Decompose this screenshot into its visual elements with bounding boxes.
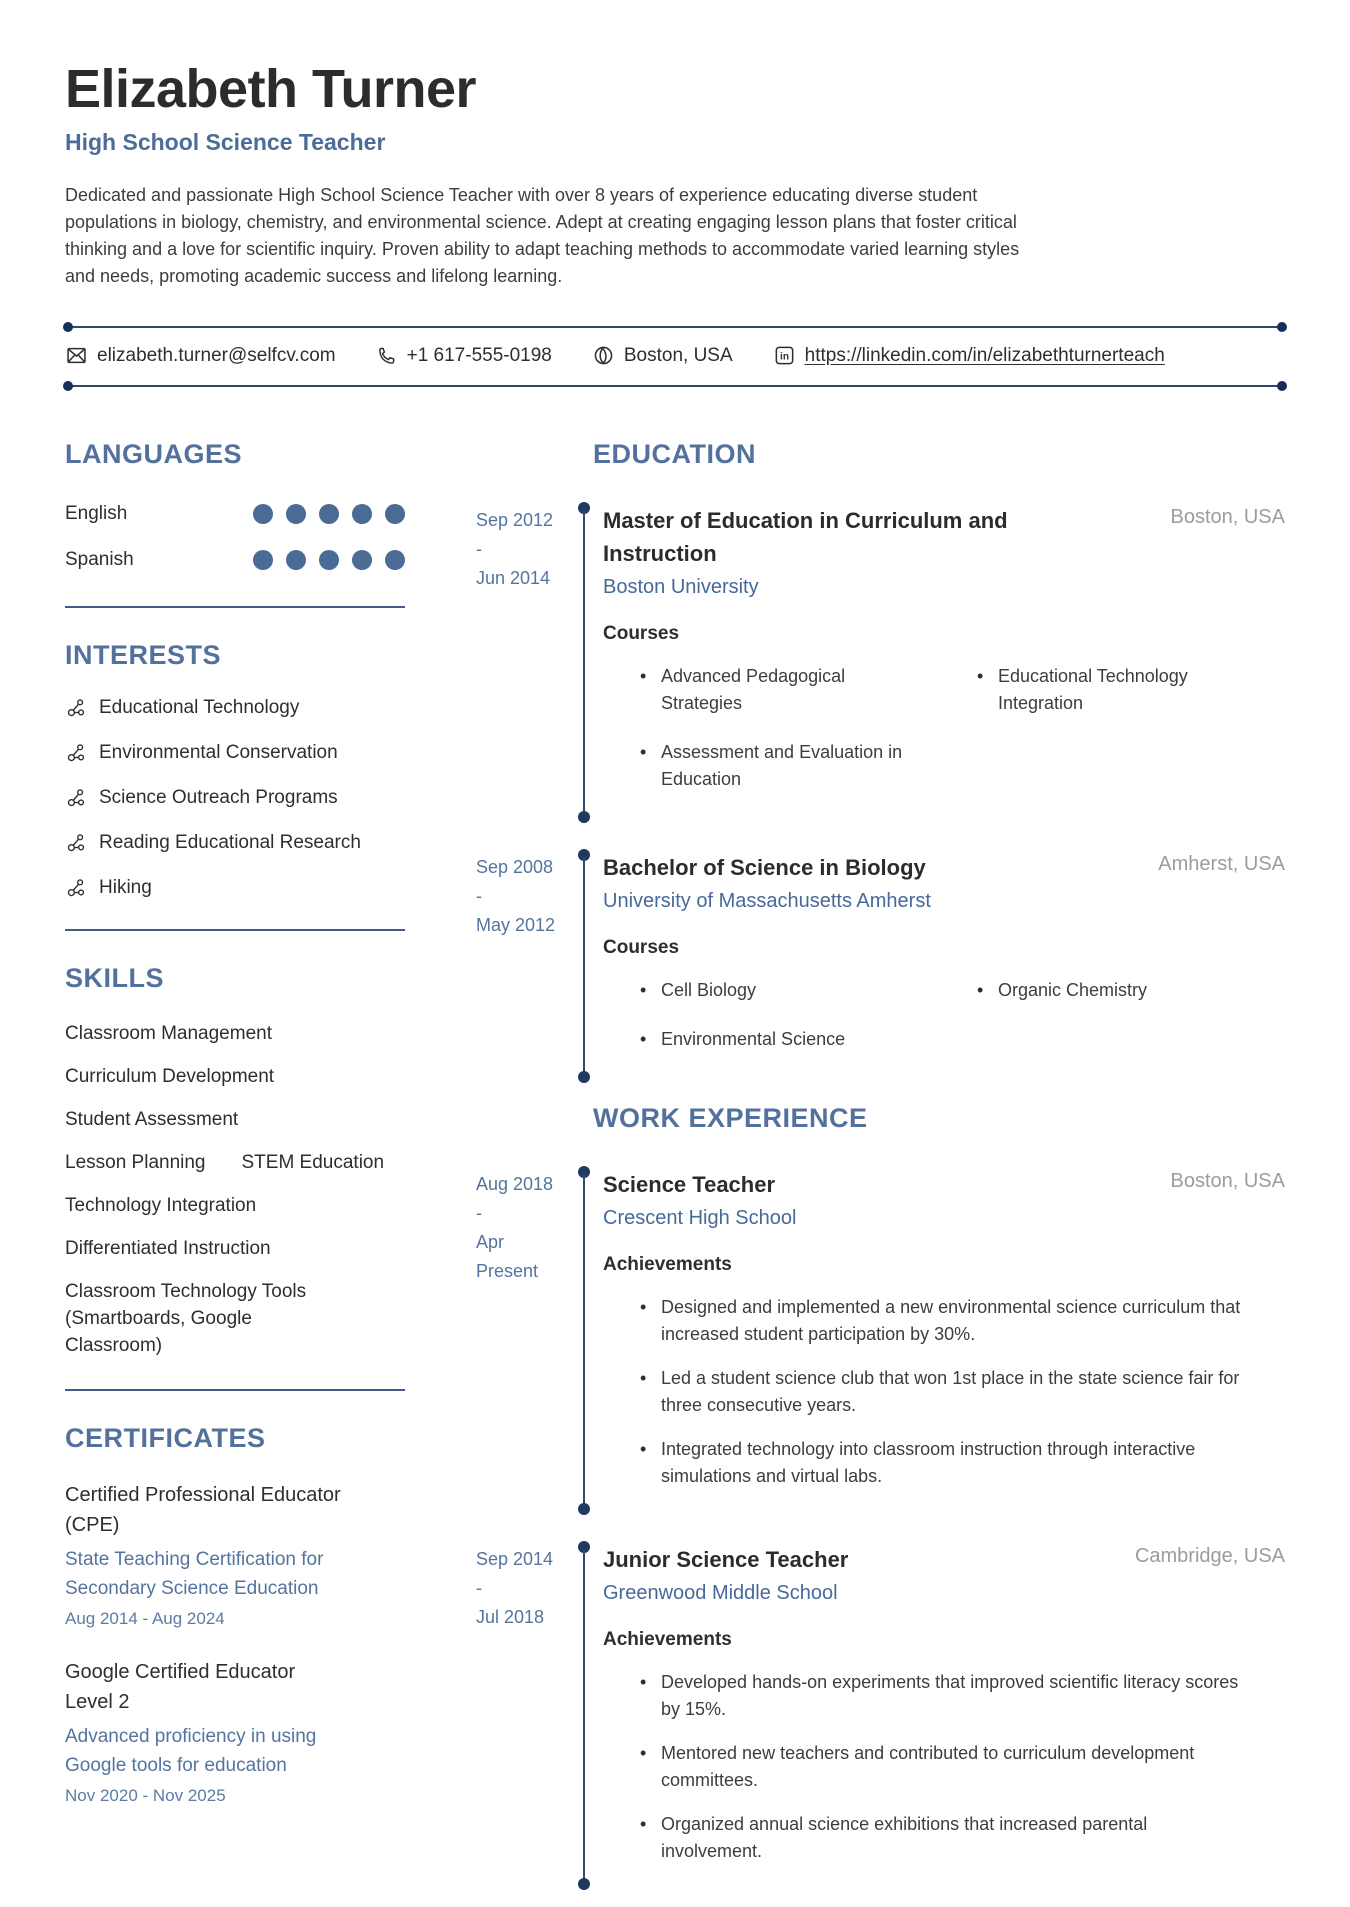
school-name: Boston University — [603, 576, 759, 599]
header — [65, 60, 1285, 290]
interests-list — [65, 697, 405, 899]
education-section — [476, 439, 1285, 1081]
certificate-description: Advanced proficiency in using Google tools for education — [65, 1726, 317, 1777]
contact-phone — [376, 345, 552, 367]
language-level-dots — [253, 504, 405, 524]
interest-label: Educational Technology — [99, 697, 300, 719]
skill-label: Classroom Management — [65, 1023, 272, 1045]
company-name: Greenwood Middle School — [603, 1582, 838, 1605]
level-dot — [253, 504, 273, 524]
date-line: Sep 2014 — [476, 1549, 554, 1570]
skill-label: Curriculum Development — [65, 1066, 275, 1088]
courses-list — [603, 977, 1285, 1075]
achievements-list — [603, 1294, 1285, 1490]
interests-heading: INTERESTS — [65, 640, 222, 671]
school-name: University of Massachusetts Amherst — [603, 890, 931, 913]
education-heading: EDUCATION — [593, 439, 756, 470]
contact-location — [592, 344, 733, 367]
person-name: Elizabeth Turner — [65, 59, 477, 119]
molecule-icon — [65, 742, 87, 764]
contact-bottom-rule — [65, 385, 1285, 387]
entry-dates — [476, 1168, 575, 1513]
certificate-item — [65, 1480, 405, 1629]
contact-phone-text: +1 617-555-0198 — [406, 344, 552, 366]
course-item: • Cell Biology — [603, 977, 903, 1004]
interest-label: Hiking — [99, 877, 152, 899]
sidebar-divider — [65, 1389, 405, 1391]
skill-label: Differentiated Instruction — [65, 1238, 271, 1260]
education-entry — [476, 851, 1285, 1081]
certificates-list — [65, 1480, 405, 1806]
level-dot — [319, 504, 339, 524]
skill-item — [65, 1235, 405, 1262]
degree-title: Master of Education in Curriculum and Instruction — [603, 508, 1008, 567]
timeline — [575, 1543, 593, 1888]
skill-item — [65, 1278, 405, 1359]
courses-list — [603, 663, 1285, 815]
contact-bar — [65, 326, 1285, 387]
degree-title: Bachelor of Science in Biology — [603, 855, 926, 881]
interest-item — [65, 877, 405, 899]
entry-location: Amherst, USA — [1158, 853, 1285, 876]
date-line: May 2012 — [476, 915, 556, 936]
sidebar — [65, 439, 405, 1888]
interest-label: Environmental Conservation — [99, 742, 338, 764]
language-row — [65, 498, 405, 530]
entry-dates — [476, 1543, 575, 1888]
level-dot — [385, 504, 405, 524]
interest-label: Reading Educational Research — [99, 832, 361, 854]
course-item: • Organic Chemistry — [940, 977, 1240, 1004]
level-dot — [352, 504, 372, 524]
skill-label: Classroom Technology Tools (Smartboards, Google Classroom) — [65, 1281, 307, 1357]
work-entry — [476, 1168, 1285, 1513]
course-item: • Advanced Pedagogical Strategies — [603, 663, 903, 717]
envelope-icon — [65, 344, 88, 367]
skill-item — [65, 1063, 405, 1090]
summary-text: Dedicated and passionate High School Science Teacher with over 8 years of experience educating diverse student populations in biology, chemistry, and environmental science. Adept at creating engaging lesson plans that foster critical thinking and a love for scientific inquiry. Proven ability to adapt teaching methods to accommodate varied learning styles and needs, promoting academic success and lifelong learning. — [65, 185, 1020, 287]
achievement-item: • Integrated technology into classroom instruction through interactive simulations and virtual labs. — [603, 1436, 1248, 1490]
contact-email — [65, 344, 336, 367]
sidebar-divider — [65, 606, 405, 608]
language-name: Spanish — [65, 549, 134, 571]
languages-list — [65, 498, 405, 576]
level-dot — [385, 550, 405, 570]
achievements-list — [603, 1669, 1285, 1865]
certificate-name: Google Certified Educator Level 2 — [65, 1661, 296, 1714]
skills-list — [65, 1020, 405, 1359]
phone-icon — [376, 345, 398, 367]
date-line: Jul 2018 — [476, 1607, 545, 1628]
date-line: Sep 2008 — [476, 857, 554, 878]
certificate-description: State Teaching Certification for Secondary Science Education — [65, 1549, 324, 1600]
languages-heading: LANGUAGES — [65, 439, 243, 470]
date-line: - — [476, 1203, 482, 1224]
certificate-name: Certified Professional Educator (CPE) — [65, 1484, 341, 1537]
molecule-icon — [65, 877, 87, 899]
skill-item — [65, 1192, 405, 1219]
entry-location: Boston, USA — [1170, 506, 1285, 529]
sidebar-divider — [65, 929, 405, 931]
interest-item — [65, 787, 405, 809]
molecule-icon — [65, 832, 87, 854]
level-dot — [286, 550, 306, 570]
course-item: • Assessment and Evaluation in Education — [603, 739, 903, 793]
courses-label: Courses — [603, 623, 680, 645]
level-dot — [286, 504, 306, 524]
timeline — [575, 504, 593, 821]
interest-item — [65, 697, 405, 719]
achievements-label: Achievements — [603, 1254, 732, 1276]
work-section — [476, 1103, 1285, 1888]
date-line: - — [476, 539, 482, 560]
date-line: Jun 2014 — [476, 568, 551, 589]
entry-location: Boston, USA — [1170, 1170, 1285, 1193]
language-level-dots — [253, 550, 405, 570]
achievement-item: • Designed and implemented a new environmental science curriculum that increased student participation by 30%. — [603, 1294, 1248, 1348]
skill-label: Student Assessment — [65, 1109, 239, 1131]
skill-item — [65, 1106, 405, 1133]
interest-item — [65, 832, 405, 854]
entry-dates — [476, 851, 575, 1081]
date-line: Present — [476, 1261, 539, 1282]
contact-location-text: Boston, USA — [623, 344, 733, 366]
education-entry — [476, 504, 1285, 821]
interest-label: Science Outreach Programs — [99, 787, 338, 809]
certificate-item — [65, 1657, 405, 1806]
date-line: - — [476, 1578, 482, 1599]
skill-label: STEM Education — [241, 1152, 385, 1174]
certificate-dates: Nov 2020 - Nov 2025 — [65, 1786, 226, 1806]
contact-linkedin — [773, 344, 1165, 367]
certificates-heading: CERTIFICATES — [65, 1423, 266, 1454]
skill-label: Technology Integration — [65, 1195, 257, 1217]
language-row — [65, 544, 405, 576]
job-title: High School Science Teacher — [65, 129, 386, 156]
work-heading: WORK EXPERIENCE — [593, 1103, 868, 1134]
molecule-icon — [65, 787, 87, 809]
course-item: • Educational Technology Integration — [940, 663, 1240, 717]
date-line: - — [476, 886, 482, 907]
role-title: Junior Science Teacher — [603, 1547, 849, 1573]
globe-icon — [592, 344, 615, 367]
contact-email-text: elizabeth.turner@selfcv.com — [97, 344, 336, 366]
linkedin-icon — [773, 344, 796, 367]
date-line: Sep 2012 — [476, 510, 554, 531]
contact-top-rule — [65, 326, 1285, 328]
linkedin-link[interactable]: https://linkedin.com/in/elizabethturnerteach — [804, 344, 1165, 366]
level-dot — [319, 550, 339, 570]
level-dot — [253, 550, 273, 570]
skill-item — [65, 1020, 405, 1047]
entry-dates — [476, 504, 575, 821]
achievement-item: • Developed hands-on experiments that improved scientific literacy scores by 15%. — [603, 1669, 1248, 1723]
skills-heading: SKILLS — [65, 963, 165, 994]
interest-item — [65, 742, 405, 764]
work-entry — [476, 1543, 1285, 1888]
timeline — [575, 851, 593, 1081]
skill-item-pair — [65, 1149, 405, 1176]
achievement-item: • Mentored new teachers and contributed to curriculum development committees. — [603, 1740, 1248, 1794]
main-column — [476, 439, 1285, 1888]
achievement-item: • Led a student science club that won 1st place in the state science fair for three consecutive years. — [603, 1365, 1248, 1419]
date-line: Aug 2018 — [476, 1174, 554, 1195]
achievement-item: • Organized annual science exhibitions that increased parental involvement. — [603, 1811, 1248, 1865]
certificate-dates: Aug 2014 - Aug 2024 — [65, 1609, 225, 1629]
achievements-label: Achievements — [603, 1629, 732, 1651]
language-name: English — [65, 503, 128, 525]
entry-location: Cambridge, USA — [1134, 1545, 1285, 1568]
company-name: Crescent High School — [603, 1207, 797, 1230]
courses-label: Courses — [603, 937, 680, 959]
role-title: Science Teacher — [603, 1172, 776, 1198]
molecule-icon — [65, 697, 87, 719]
svg-text:in: in — [779, 351, 789, 363]
timeline — [575, 1168, 593, 1513]
date-line: Apr — [476, 1232, 505, 1253]
skill-label: Lesson Planning — [65, 1152, 206, 1174]
level-dot — [352, 550, 372, 570]
course-item: • Environmental Science — [603, 1026, 903, 1053]
